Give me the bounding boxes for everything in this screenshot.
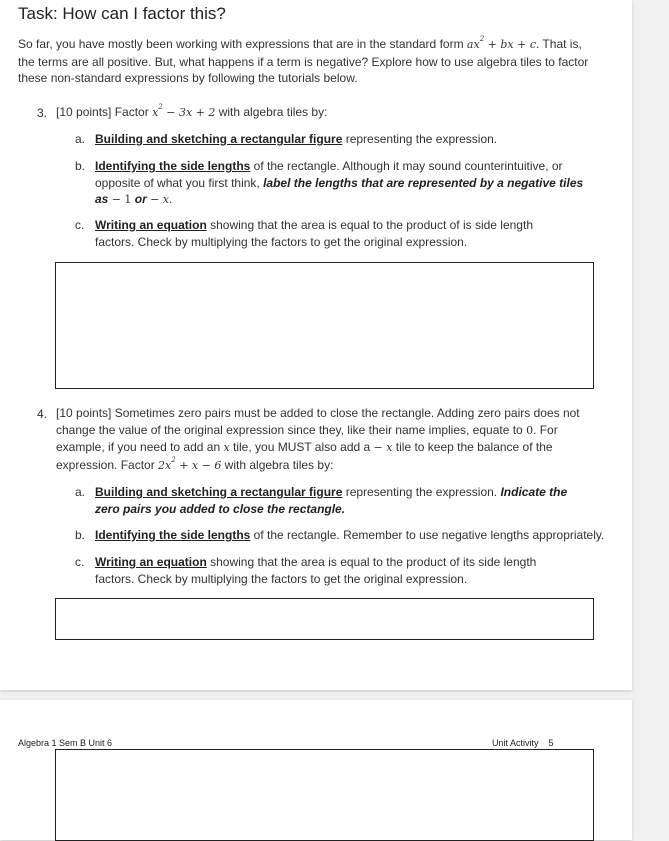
question-4-prompt: [10 points] Sometimes zero pairs must be added to close the rectangle. Adding zero pairs does not change the value of the original expression since they, like their name implies, equate to 0. For example, if you need to add an x tile, you MUST also add a − x tile to keep the balance of the expression. Factor $2x^2 + x - 6$ with algebra tiles by:	[56, 406, 580, 472]
question-3-answer-box[interactable]	[55, 262, 594, 389]
footer-course-label: Algebra 1 Sem B Unit 6	[18, 738, 113, 748]
standard-form-math: $ax^2$ + bx + c	[466, 35, 536, 51]
question-4-step-b: b. Identifying the side lengths of the rectangle. Remember to use negative lengths appropriately.	[75, 528, 605, 542]
question-3-number: 3.	[37, 106, 48, 120]
page-2-answer-box[interactable]	[55, 749, 594, 841]
question-3-step-b: b. Identifying the side lengths of the rectangle. Although it may sound counterintuitive, or opposite of what you first think, label the lengths that are represented by a negative tiles as − 1 or − x.	[75, 159, 584, 206]
question-4-number: 4.	[37, 407, 48, 421]
question-4-step-c: c. Writing an equation showing that the area is equal to the product of its side length factors. Check by multiplying the factors to get the original expression.	[75, 555, 537, 586]
question-3-prompt: [10 points] Factor $x^2 - 3x + 2$ with algebra tiles by:	[56, 103, 328, 119]
question-3-step-c: c. Writing an equation showing that the area is equal to the product of is side length factors. Check by multiplying the factors to get the original expression.	[75, 218, 533, 249]
question-4-answer-box[interactable]	[55, 598, 594, 640]
question-4-step-a: a. Building and sketching a rectangular figure representing the expression. Indicate the zero pairs you added to close the rectangle.	[75, 485, 568, 516]
question-3-step-a: a. Building and sketching a rectangular figure representing the expression.	[75, 132, 498, 146]
footer-unit-activity: Unit Activity 5	[492, 738, 554, 748]
page-number: 5	[548, 738, 554, 748]
page-title: Task: How can I factor this?	[18, 4, 226, 23]
intro-paragraph: So far, you have mostly been working with expressions that are in the standard form $ax^2$ + bx + c. That is, the terms are all positive. But, what happens if a term is negative? Explore how to use algebra tiles to factor these non-standard expressions by following the tutorials below.	[18, 35, 589, 85]
